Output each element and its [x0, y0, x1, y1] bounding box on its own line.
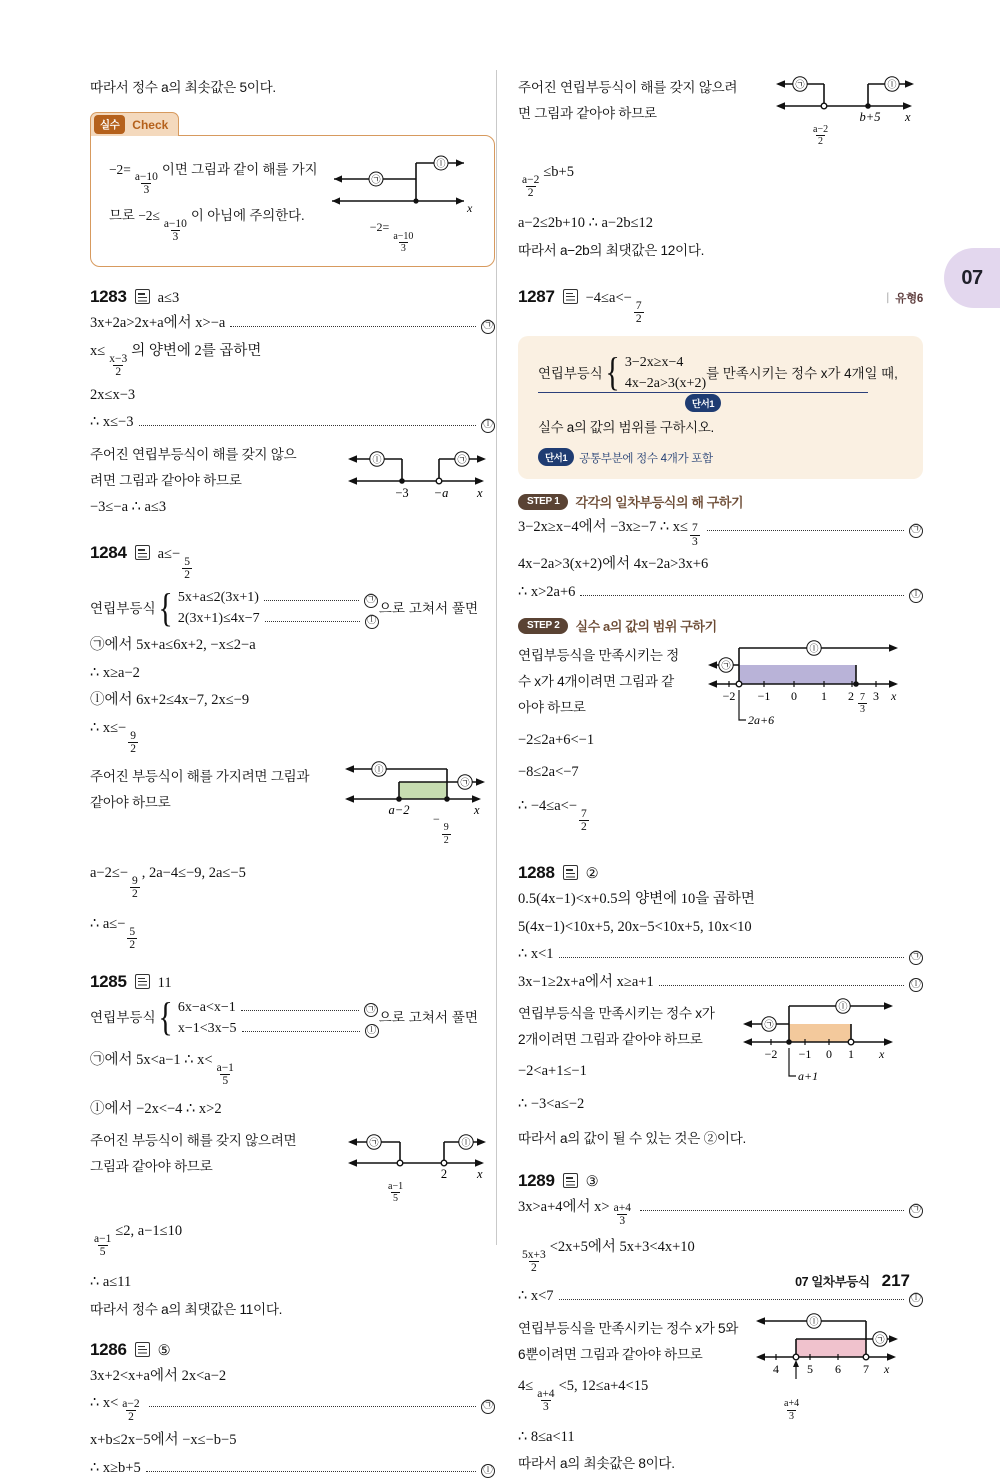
- dotted-leader: [149, 1406, 476, 1407]
- label-a: ㉠: [875, 1334, 885, 1345]
- problem-header-1289: [518, 1171, 923, 1191]
- ref-mark: ⓛ: [481, 419, 495, 433]
- label-a: ㉠: [460, 777, 470, 787]
- solution-with-diagram-1289: [518, 1313, 923, 1480]
- solution-line: $\frac{a-1}{5}$ ≤2, a−1≤10: [94, 1223, 183, 1259]
- tick-label: b+5: [859, 110, 881, 124]
- fraction: $\frac{a-2}{2}$: [122, 1398, 140, 1424]
- dotted-leader: [559, 957, 904, 958]
- card-intro: 연립부등식: [538, 366, 603, 382]
- check-text: [109, 151, 318, 253]
- type-tag: 丨 유형6: [882, 290, 923, 306]
- fraction: $\frac{a+4}{3}$: [784, 1398, 800, 1422]
- solution-line: x+b≤2x−5에서 −x≤−b−5: [90, 1432, 237, 1449]
- fraction: $\frac{a-10}{3}$: [134, 171, 158, 197]
- solution-line: 4x−2a>3(x+2)에서 4x−2a>3x+6: [518, 556, 709, 573]
- solution-line: 2x≤x−3: [90, 386, 136, 403]
- solution-text: 따라서 정수 a의 최댓값은 11이다.: [90, 1301, 283, 1317]
- axis-label-x: x: [884, 1361, 890, 1376]
- solution-with-diagram-1283: [90, 439, 495, 524]
- solution-line: ∴ x>2a+6 ⓛ: [518, 581, 923, 603]
- ref-mark: ⓛ: [909, 1293, 923, 1307]
- tick-label: 2: [440, 1167, 448, 1181]
- callout-label: a+1: [798, 1069, 819, 1084]
- fraction: $\frac{9}{2}$: [443, 822, 449, 846]
- system-intro: 연립부등식: [90, 600, 156, 616]
- solution-line: ∴ −4≤a<− $\frac{7}{2}$: [518, 798, 587, 834]
- label-b: ⓛ: [436, 158, 446, 169]
- check-badge: 실수: [94, 115, 125, 134]
- system-brace-group: [156, 584, 379, 630]
- ref-mark: ⓛ: [365, 615, 379, 629]
- fraction: $\frac{a-2}{2}$: [813, 123, 829, 148]
- brace-icon: {: [605, 349, 620, 395]
- fraction: $\frac{a-10}{3}$: [163, 217, 187, 243]
- system-equation: 6x−a<x−1 ㉠: [178, 997, 379, 1018]
- solution-text: 아야 하므로: [518, 700, 586, 716]
- fraction: $\frac{a+4}{3}$: [537, 1387, 555, 1413]
- dotted-leader: [559, 1299, 904, 1300]
- solution-line: ㉠에서 5x+a≤6x+2, −x≤2−a: [90, 637, 256, 654]
- system-intro: 연립부등식: [90, 1010, 156, 1026]
- solution-with-diagram-1284: [90, 761, 495, 846]
- problem-answer: a≤− $\frac{5}{2}$: [157, 546, 190, 582]
- left-column: [90, 72, 495, 1484]
- ref-mark: ㉠: [909, 524, 923, 538]
- solution-text: 수 x가 4개이려면 그림과 같: [518, 674, 674, 690]
- problem-header-1283: [90, 287, 495, 307]
- solution-line: $\frac{a-2}{2}$ ≤b+5: [522, 164, 574, 200]
- problem-number: 1287: [518, 286, 555, 306]
- solution-line: ⓛ에서 −2x<−4 ∴ x>2: [90, 1100, 222, 1117]
- solution-text: 연립부등식을 만족시키는 정수 x가: [518, 1006, 715, 1022]
- tick-label: 7: [863, 1361, 869, 1376]
- dotted-leader: [640, 1210, 904, 1211]
- step-1-header: [518, 492, 923, 511]
- card-note-text: 공통부분에 정수 4개가 포함: [579, 453, 713, 466]
- system-suffix: 으로 고쳐서 풀면: [378, 1010, 479, 1026]
- dotted-leader: [707, 530, 904, 531]
- label-b: ⓛ: [809, 643, 819, 654]
- tick-label: −2: [722, 689, 736, 704]
- label-b: ⓛ: [887, 79, 897, 90]
- solution-line: ∴ x<7 ⓛ: [518, 1285, 923, 1307]
- problem-header-1286: [90, 1340, 495, 1360]
- ref-mark: ㉠: [481, 320, 495, 334]
- solution-line: ∴ x<1 ㉠: [518, 943, 923, 965]
- solution-line: 3x+2<x+a에서 2x<a−2: [90, 1367, 227, 1384]
- system-equation: 5x+a≤2(3x+1) ㉠: [178, 587, 379, 608]
- dotted-leader: [242, 1031, 360, 1032]
- problem-number: 1283: [90, 287, 127, 307]
- solution-line: ∴ x≤− $\frac{9}{2}$: [90, 719, 136, 755]
- page-footer: [795, 1271, 910, 1291]
- problem-card-1287: [518, 336, 923, 480]
- answer-icon: [135, 545, 150, 560]
- column-divider: [496, 70, 497, 1245]
- ref-mark: ㉠: [364, 594, 378, 608]
- solution-line: ∴ x< $\frac{a-2}{2}$ ㉠: [90, 1392, 495, 1424]
- solution-line: ∴ x≤−3 ⓛ: [90, 411, 495, 433]
- solution-text: 주어진 부등식이 해를 가지려면 그림과: [90, 768, 310, 784]
- solution-text: 따라서 a−2b의 최댓값은 12이다.: [518, 242, 705, 258]
- solution-text: 려면 그림과 같아야 하므로: [90, 472, 242, 488]
- problem-answer: 11: [157, 974, 172, 991]
- fraction: $\frac{a-10}{3}$: [393, 230, 414, 255]
- label-a: ㉠: [764, 1019, 774, 1030]
- label-b: ⓛ: [809, 1316, 819, 1327]
- check-point-label: −2=: [369, 220, 390, 235]
- label-b: ⓛ: [461, 1137, 471, 1148]
- system-row: [90, 584, 495, 630]
- axis-label-x: x: [905, 110, 911, 124]
- card-suffix: 를 만족시키는 정수 x가 4개일 때,: [706, 366, 898, 382]
- solution-line: −2<a+1≤−1: [518, 1063, 587, 1080]
- solution-line: 3−2x≥x−4에서 −3x≥−7 ∴ x≤ $\frac{7}{3}$ ㉠: [518, 516, 923, 548]
- right-column: [518, 72, 923, 1479]
- answer-icon: [135, 1342, 150, 1357]
- solution-text: 주어진 부등식이 해를 갖지 않으려면: [90, 1133, 297, 1148]
- solution-line: ∴ x≥b+5 ⓛ: [90, 1457, 495, 1479]
- solution-text: 연립부등식을 만족시키는 정수 x가 5와: [518, 1320, 739, 1336]
- footer-page-number: 217: [881, 1271, 910, 1290]
- problem-number: 1288: [518, 863, 555, 883]
- problem-answer: −4≤a<− $\frac{7}{2}$: [585, 289, 642, 325]
- tick-label: 2: [848, 689, 854, 704]
- problem-header-1284: [90, 543, 495, 582]
- label-b: ⓛ: [374, 764, 384, 774]
- label-b: ⓛ: [838, 1001, 848, 1012]
- number-line-1289: [752, 1313, 914, 1422]
- solution-line: ∴ a≤− $\frac{5}{2}$: [90, 915, 136, 951]
- solution-line: 5(4x−1)<10x+5, 20x−5<10x+5, 10x<10: [518, 918, 752, 935]
- system-equation: 4x−2a>3(x+2): [624, 375, 707, 391]
- problem-number: 1284: [90, 543, 127, 563]
- brace-icon: {: [158, 994, 173, 1040]
- step-badge: STEP 2: [518, 618, 568, 634]
- fraction: $\frac{7}{3}$: [691, 522, 698, 548]
- solution-line: 3x>a+4에서 x> $\frac{a+4}{3}$ ㉠: [518, 1196, 923, 1228]
- problem-answer: a≤3: [157, 290, 180, 307]
- ref-mark: ㉠: [364, 1003, 378, 1017]
- tick-label: 4: [773, 1361, 779, 1376]
- check-label: Check: [132, 117, 169, 132]
- solution-with-diagram-1288: [518, 998, 923, 1120]
- solution-line: ∴ a≤11: [90, 1274, 132, 1291]
- solution-line: ㉠에서 5x<a−1 ∴ x< $\frac{a-1}{5}$: [90, 1051, 234, 1087]
- axis-label-x: x: [474, 802, 480, 817]
- dotted-leader: [241, 1010, 359, 1011]
- solution-text: 따라서 a의 최솟값은 8이다.: [518, 1456, 675, 1472]
- chapter-tab-label: 07: [961, 266, 983, 289]
- tick-label: −1: [757, 689, 771, 704]
- solution-line: a−2≤2b+10 ∴ a−2b≤12: [518, 215, 654, 232]
- solution-line: ∴ x≥a−2: [90, 664, 140, 681]
- card-note: [538, 448, 903, 466]
- system-equation: 2(3x+1)≤4x−7 ⓛ: [178, 608, 379, 629]
- check-diagram: [324, 149, 474, 254]
- solution-line: 3x+2a>2x+a에서 x>−a ㉠: [90, 312, 495, 334]
- answer-icon: [563, 289, 578, 304]
- solution-line: x≤ $\frac{x-3}{2}$ 의 양변에 2를 곱하면: [90, 342, 262, 378]
- solution-line: 4≤ $\frac{a+4}{3}$ <5, 12≤a+4<15: [518, 1377, 649, 1413]
- tick-label: −2: [764, 1047, 778, 1062]
- label-a: ㉠: [721, 660, 731, 671]
- dansa-marker-inline: [538, 394, 868, 412]
- system-row: [90, 994, 495, 1040]
- fraction: $\frac{a-1}{5}$: [388, 1180, 404, 1205]
- tick-label: 5: [807, 1361, 813, 1376]
- solution-line: −8≤2a<−7: [518, 763, 579, 780]
- solution-text: 면 그림과 같아야 하므로: [518, 106, 657, 122]
- fraction: $\frac{7}{2}$: [581, 808, 587, 834]
- number-line-1285: [344, 1129, 496, 1204]
- label-b: ⓛ: [372, 454, 382, 465]
- dansa-badge: 단서1: [685, 394, 721, 412]
- solution-with-diagram-1286: [518, 72, 923, 147]
- axis-label-x: x: [477, 1167, 483, 1181]
- number-line-1284: ⓛ ㉠ a−2 x − $\frac{9}{2}$: [341, 761, 496, 846]
- ref-mark: ㉠: [909, 951, 923, 965]
- check-line-1: −2= $\frac{a-10}{3}$ 이면 그림과 같이 해를 가지: [109, 161, 318, 197]
- card-system-row: [538, 349, 903, 395]
- solution-text: 주어진 연립부등식이 해를 갖지 않으: [90, 446, 297, 462]
- intro-line: 따라서 정수 a의 최솟값은 5이다.: [90, 80, 276, 95]
- label-a: ㉠: [457, 454, 467, 465]
- tick-label: 0: [791, 689, 797, 704]
- mistake-check-box: [90, 112, 495, 267]
- label-a: ㉠: [369, 1137, 379, 1148]
- brace-icon: {: [158, 584, 173, 630]
- check-line-2: 므로 −2≤ $\frac{a-10}{3}$ 이 아님에 주의한다.: [109, 208, 305, 243]
- dotted-leader: [139, 425, 477, 426]
- problem-number: 1285: [90, 971, 127, 991]
- number-line-1288: [739, 998, 914, 1099]
- fraction: $\frac{9}{2}$: [130, 729, 136, 755]
- system-suffix: 으로 고쳐서 풀면: [378, 600, 479, 616]
- solution-line: ∴ 8≤a<11: [518, 1428, 575, 1445]
- ref-mark: ㉠: [481, 1400, 495, 1414]
- axis-label-x: x: [879, 1047, 885, 1062]
- axis-label-x: x: [466, 201, 472, 216]
- ref-mark: ⓛ: [909, 589, 923, 603]
- ref-mark: ⓛ: [909, 978, 923, 992]
- dotted-leader: [264, 600, 359, 601]
- problem-number: 1289: [518, 1171, 555, 1191]
- chapter-tab: [944, 248, 1000, 308]
- ref-mark: ⓛ: [365, 1024, 379, 1038]
- fraction: $\frac{5}{2}$: [184, 556, 190, 582]
- tick-label: −a: [433, 485, 449, 500]
- axis-label-x: x: [891, 689, 897, 704]
- answer-icon: [563, 1173, 578, 1188]
- footer-chapter: 07 일차부등식: [795, 1275, 870, 1289]
- number-line-1283: [344, 445, 496, 512]
- problem-number: 1286: [90, 1339, 127, 1359]
- system-equation: 3−2x≥x−4: [624, 354, 684, 370]
- step-badge: STEP 1: [518, 494, 568, 510]
- label-a: ㉠: [795, 79, 805, 90]
- number-line-1286: [772, 72, 924, 147]
- tick-label: 1: [821, 689, 827, 704]
- tick-label: −3: [395, 485, 409, 500]
- dotted-leader: [265, 621, 360, 622]
- dotted-leader: [230, 326, 476, 327]
- step-title: 각각의 일차부등식의 해 구하기: [575, 495, 744, 511]
- fraction: $\frac{7}{3}$: [860, 691, 865, 716]
- problem-header-1287: [518, 287, 923, 326]
- solution-text: −3≤−a ∴ a≤3: [90, 498, 167, 515]
- fraction: $\frac{a-1}{5}$: [94, 1233, 112, 1259]
- dotted-leader: [659, 985, 904, 986]
- solution-line: $\frac{5x+3}{2}$ <2x+5에서 5x+3<4x+10: [522, 1239, 695, 1275]
- tick-label: a−2: [388, 802, 410, 817]
- solution-text: 같아야 하므로: [90, 794, 171, 810]
- dansa-badge: 단서1: [538, 448, 574, 466]
- problem-header-1285: [90, 972, 495, 992]
- solution-line: 0.5(4x−1)<x+0.5의 양변에 10을 곱하면: [518, 891, 755, 908]
- ref-mark: ⓛ: [481, 1464, 495, 1478]
- fraction: $\frac{7}{2}$: [635, 299, 642, 325]
- tick-label: 1: [848, 1047, 854, 1062]
- solution-with-diagram-1287: [518, 640, 923, 839]
- solution-line: 3x−1≥2x+a에서 x≥a+1 ⓛ: [518, 971, 923, 993]
- answer-icon: [135, 974, 150, 989]
- solution-text: 연립부등식을 만족시키는 정: [518, 648, 679, 664]
- problem-header-1288: [518, 863, 923, 883]
- fraction: $\frac{a+4}{3}$: [613, 1202, 631, 1228]
- solution-text: 2개이려면 그림과 같아야 하므로: [518, 1032, 703, 1048]
- answer-icon: [135, 289, 150, 304]
- tick-label: 0: [826, 1047, 832, 1062]
- fraction: $\frac{x-3}{2}$: [109, 352, 128, 378]
- tick-label: 3: [873, 689, 879, 704]
- system-brace-group: [156, 994, 379, 1040]
- step-title: 실수 a의 값의 범위 구하기: [575, 619, 717, 635]
- solution-line: −2≤2a+6<−1: [518, 731, 595, 748]
- solution-line: ⓛ에서 6x+2≤4x−7, 2x≤−9: [90, 692, 250, 709]
- solution-line: a−2≤− $\frac{9}{2}$ , 2a−4≤−9, 2a≤−5: [90, 864, 246, 900]
- number-line-1287: [704, 640, 912, 728]
- problem-answer: ②: [585, 866, 599, 883]
- fraction: $\frac{a-1}{5}$: [216, 1061, 234, 1087]
- problem-answer: ⑤: [157, 1342, 171, 1359]
- solution-text: 주어진 연립부등식이 해를 갖지 않으려: [518, 80, 738, 95]
- card-question: 실수 a의 값의 범위를 구하시오.: [538, 419, 714, 435]
- tick-label: −1: [798, 1047, 812, 1062]
- dotted-leader: [580, 595, 904, 596]
- solution-with-diagram-1285: [90, 1125, 495, 1204]
- check-box-body: [90, 135, 495, 267]
- label-a: ㉠: [371, 174, 381, 185]
- solution-text: 그림과 같아야 하므로: [90, 1159, 213, 1175]
- callout-label: 2a+6: [748, 713, 775, 728]
- problem-answer: ③: [585, 1174, 599, 1191]
- check-box-tab: [90, 112, 179, 136]
- answer-icon: [563, 865, 578, 880]
- system-brace-group: [603, 349, 707, 395]
- fraction: $\frac{5}{2}$: [129, 925, 136, 951]
- fraction: $\frac{9}{2}$: [132, 874, 138, 900]
- solution-text: 6뿐이려면 그림과 같아야 하므로: [518, 1346, 703, 1362]
- system-equation: x−1<3x−5 ⓛ: [178, 1018, 379, 1039]
- solution-text: 따라서 a의 값이 될 수 있는 것은 ②이다.: [518, 1131, 747, 1147]
- fraction: $\frac{5x+3}{2}$: [522, 1249, 546, 1275]
- ref-mark: ㉠: [909, 1204, 923, 1218]
- tick-label: 6: [835, 1361, 841, 1376]
- solution-line: ∴ −3<a≤−2: [518, 1095, 585, 1112]
- step-2-header: [518, 616, 923, 635]
- axis-label-x: x: [477, 485, 483, 500]
- fraction: $\frac{a-2}{2}$: [522, 174, 540, 200]
- dotted-leader: [146, 1471, 476, 1472]
